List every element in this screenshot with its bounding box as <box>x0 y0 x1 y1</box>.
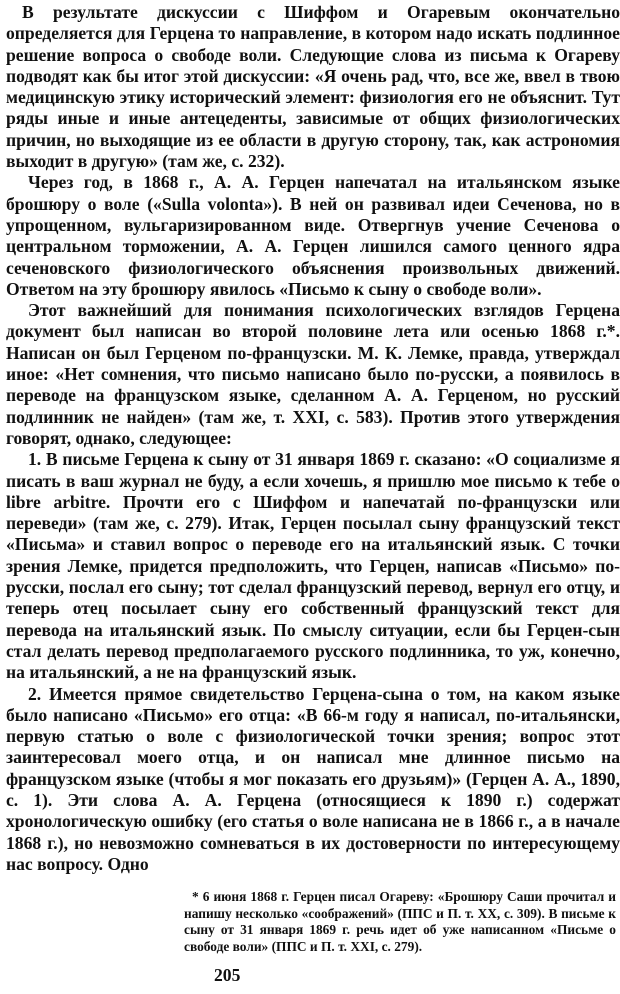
book-page <box>6 2 620 992</box>
paragraph-5: 2. Имеется прямое свидетельство Герцена-сына о том, на каком языке было написано «Письмо» его отца: «В 66-м году я написал, по-итальянски, первую статью о воле с физиологической точки зрения; вопрос этот заинтересовал моего отца, и он написал мне длинное письмо на французском языке (чтобы я мог показать его друзьям)» (Герцен А. А., 1890, с. 1). Эти слова А. А. Герцена (относящиеся к 1890 г.) содержат хронологическую ошибку (его статья о воле написана не в 1866 г., а в начале 1868 г.), но невозможно сомневаться в их достоверности по интересующему нас вопросу. Одно <box>6 683 620 874</box>
paragraph-4: 1. В письме Герцена к сыну от 31 января 1869 г. сказано: «О социализме я писать в ваш журнал не буду, а если хочешь, я пришлю мое письмо к тебе о libre arbitre. Прочти его с Шиффом и напечатай по-французски или переведи» (там же, с. 279). Итак, Герцен посылал сыну французский текст «Письма» и ставил вопрос о переводе его на итальянский язык. С точки зрения Лемке, придется предположить, что Герцен, написав «Письмо» по-русски, послал его сыну; тот сделал французский перевод, вернул его отцу, и теперь отец посылает сыну его собственный французский текст для перевода на итальянский язык. По смыслу ситуации, если бы Герцен-сын стал делать перевод предполагаемого русского подлинника, то уж, конечно, на итальянский, а не на французский язык. <box>6 449 620 683</box>
paragraph-2: Через год, в 1868 г., А. А. Герцен напечатал на итальянском языке брошюру о воле («Sulla volonta»). В ней он развивал идеи Сеченова, но в упрощенном, вульгаризированном виде. Отвергнув учение Сеченова о центральном торможении, А. А. Герцен лишился самого ценного ядра сеченовского физиологического объяснения произвольных движений. Ответом на эту брошюру явилось «Письмо к сыну о свободе воли». <box>6 172 620 299</box>
footnote: * 6 июня 1868 г. Герцен писал Огареву: «Брошюру Саши прочитал и напишу несколько «соображений» (ППС и П. т. XX, с. 309). В письме к сыну от 31 января 1869 г. речь идет об уже написанном «Письме о свободе воли» (ППС и П. т. XXI, с. 279). <box>184 889 616 954</box>
paragraph-3: Этот важнейший для понимания психологических взглядов Герцена документ был написан во второй половине лета или осенью 1868 г.*. Написан он был Герценом по-французски. М. К. Лемке, правда, утверждал иное: «Нет сомнения, что письмо написано было по-русски, а появилось в переводе на французском языке, сделанном А. А. Герценом, но русский подлинник не найден» (там же, т. XXI, с. 583). Против этого утверждения говорят, однако, следующее: <box>6 300 620 448</box>
paragraph-1: В результате дискуссии с Шиффом и Огаревым окончательно определяется для Герцена то направление, в котором надо искать подлинное решение вопроса о свободе воли. Следующие слова из письма к Огареву подводят как бы итог этой дискуссии: «Я очень рад, что, все же, ввел в твою медицинскую этику исторический элемент: физиология его не объяснит. Тут ряды иные и иные антецеденты, зависимые от общих физиологических причин, но выходящие из ее области в другую сторону, так, как астрономия выходит в другую» (там же, с. 232). <box>6 2 620 172</box>
main-text <box>6 2 620 875</box>
page-number: 205 <box>214 965 241 985</box>
